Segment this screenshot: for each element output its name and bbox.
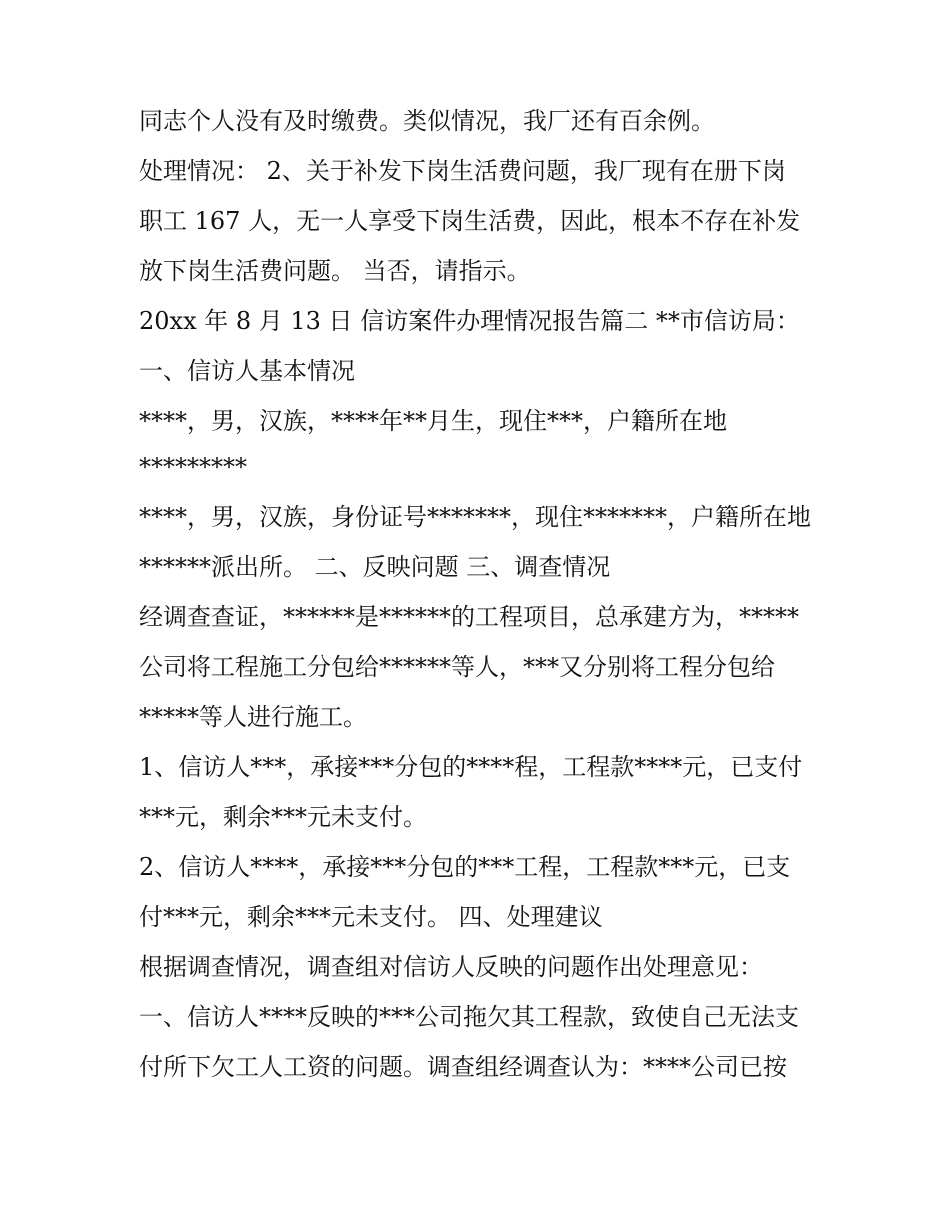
text-line: ***元，剩余***元未支付。 — [139, 803, 427, 831]
text-line: 付所下欠工人工资的问题。调查组经调查认为：****公司已按 — [139, 1053, 787, 1081]
text-line: ******派出所。 二、反映问题 三、调查情况 — [139, 553, 611, 581]
text-line: 1、信访人***，承接***分包的****程，工程款****元，已支付 — [139, 753, 803, 781]
text-line: 根据调查情况，调查组对信访人反映的问题作出处理意见： — [139, 953, 763, 981]
text-line: 同志个人没有及时缴费。类似情况，我厂还有百余例。 — [139, 107, 715, 135]
text-line: 一、信访人基本情况 — [139, 357, 355, 385]
text-line: 一、信访人****反映的***公司拖欠其工程款，致使自己无法支 — [139, 1003, 799, 1031]
text-line: 20xx 年 8 月 13 日 信访案件办理情况报告篇二 **市信访局： — [139, 307, 800, 335]
text-line: 放下岗生活费问题。 当否，请指示。 — [139, 257, 531, 285]
text-line: 付***元，剩余***元未支付。 四、处理建议 — [139, 903, 603, 931]
text-line: 2、信访人****，承接***分包的***工程，工程款***元，已支 — [139, 853, 791, 881]
text-line: ********* — [139, 453, 247, 481]
text-line: ****，男，汉族，****年**月生，现住***，户籍所在地 — [139, 407, 727, 435]
text-line: ****，男，汉族，身份证号*******，现住*******，户籍所在地 — [139, 503, 811, 531]
text-line: 公司将工程施工分包给******等人，***又分别将工程分包给 — [139, 653, 775, 681]
text-line: *****等人进行施工。 — [139, 703, 367, 731]
text-line: 处理情况： 2、关于补发下岗生活费问题，我厂现有在册下岗 — [139, 157, 786, 185]
text-line: 经调查查证，******是******的工程项目，总承建方为，***** — [139, 603, 799, 631]
text-line: 职工 167 人，无一人享受下岗生活费，因此，根本不存在补发 — [139, 207, 801, 235]
